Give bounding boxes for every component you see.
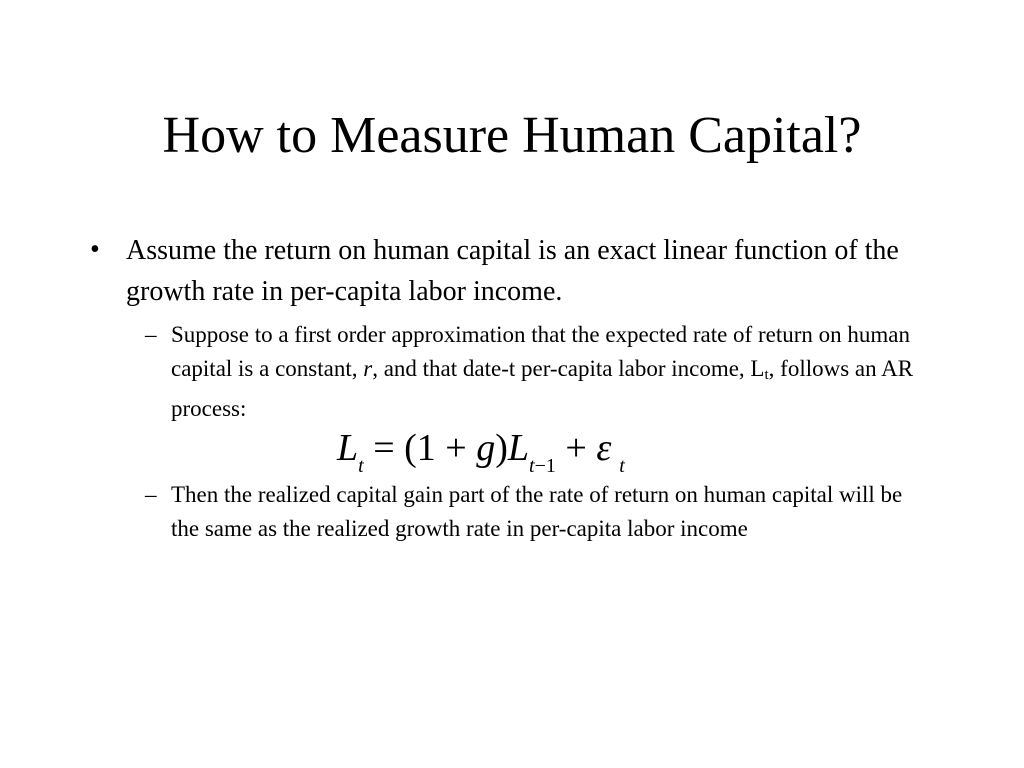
sub-bullet-2 xyxy=(145,478,925,545)
eq-equals: = xyxy=(363,427,405,469)
main-bullet xyxy=(90,230,910,312)
eq-L2: L xyxy=(507,427,530,469)
bullet-marker: • xyxy=(90,234,100,265)
sub-bullet-1-r: r xyxy=(363,355,373,381)
sub-bullet-1-text-b: , and that date-t per-capita labor income, L xyxy=(372,355,765,381)
sub-bullet-1-text-c: , follows an AR process: xyxy=(171,355,914,421)
sub-bullet-2-marker: – xyxy=(145,482,157,507)
sub-bullet-1 xyxy=(145,318,925,426)
sub-bullet-2-text: Then the realized capital gain part of the rate of return on human capital will be the same as the realized growth rate in per-capita labor income xyxy=(171,482,903,541)
eq-sub-t2: t xyxy=(529,455,535,477)
ar-process-equation xyxy=(337,420,625,476)
eq-plus-2: + xyxy=(555,427,597,469)
eq-sub-t: t xyxy=(358,455,364,477)
eq-paren-open: (1 xyxy=(404,427,436,469)
eq-sub-minus1: −1 xyxy=(534,455,556,477)
eq-epsilon: ε xyxy=(596,427,612,469)
eq-g: g xyxy=(476,427,496,469)
eq-plus-1: + xyxy=(435,427,477,469)
eq-paren-close: ) xyxy=(495,427,508,469)
slide-title: How to Measure Human Capital? xyxy=(162,107,862,164)
sub-bullet-1-subscript: t xyxy=(764,366,769,383)
sub-bullet-1-marker: – xyxy=(145,322,157,347)
main-bullet-text: Assume the return on human capital is an exact linear function of the growth rate in per-capita labor income. xyxy=(126,235,899,307)
sub-bullet-1-text xyxy=(171,318,925,426)
sub-bullet-1-text-a: Suppose to a first order approximation that the expected rate of return on human capital is a constant, xyxy=(171,322,910,381)
eq-sub-t3: t xyxy=(619,455,625,477)
eq-L: L xyxy=(337,427,359,469)
